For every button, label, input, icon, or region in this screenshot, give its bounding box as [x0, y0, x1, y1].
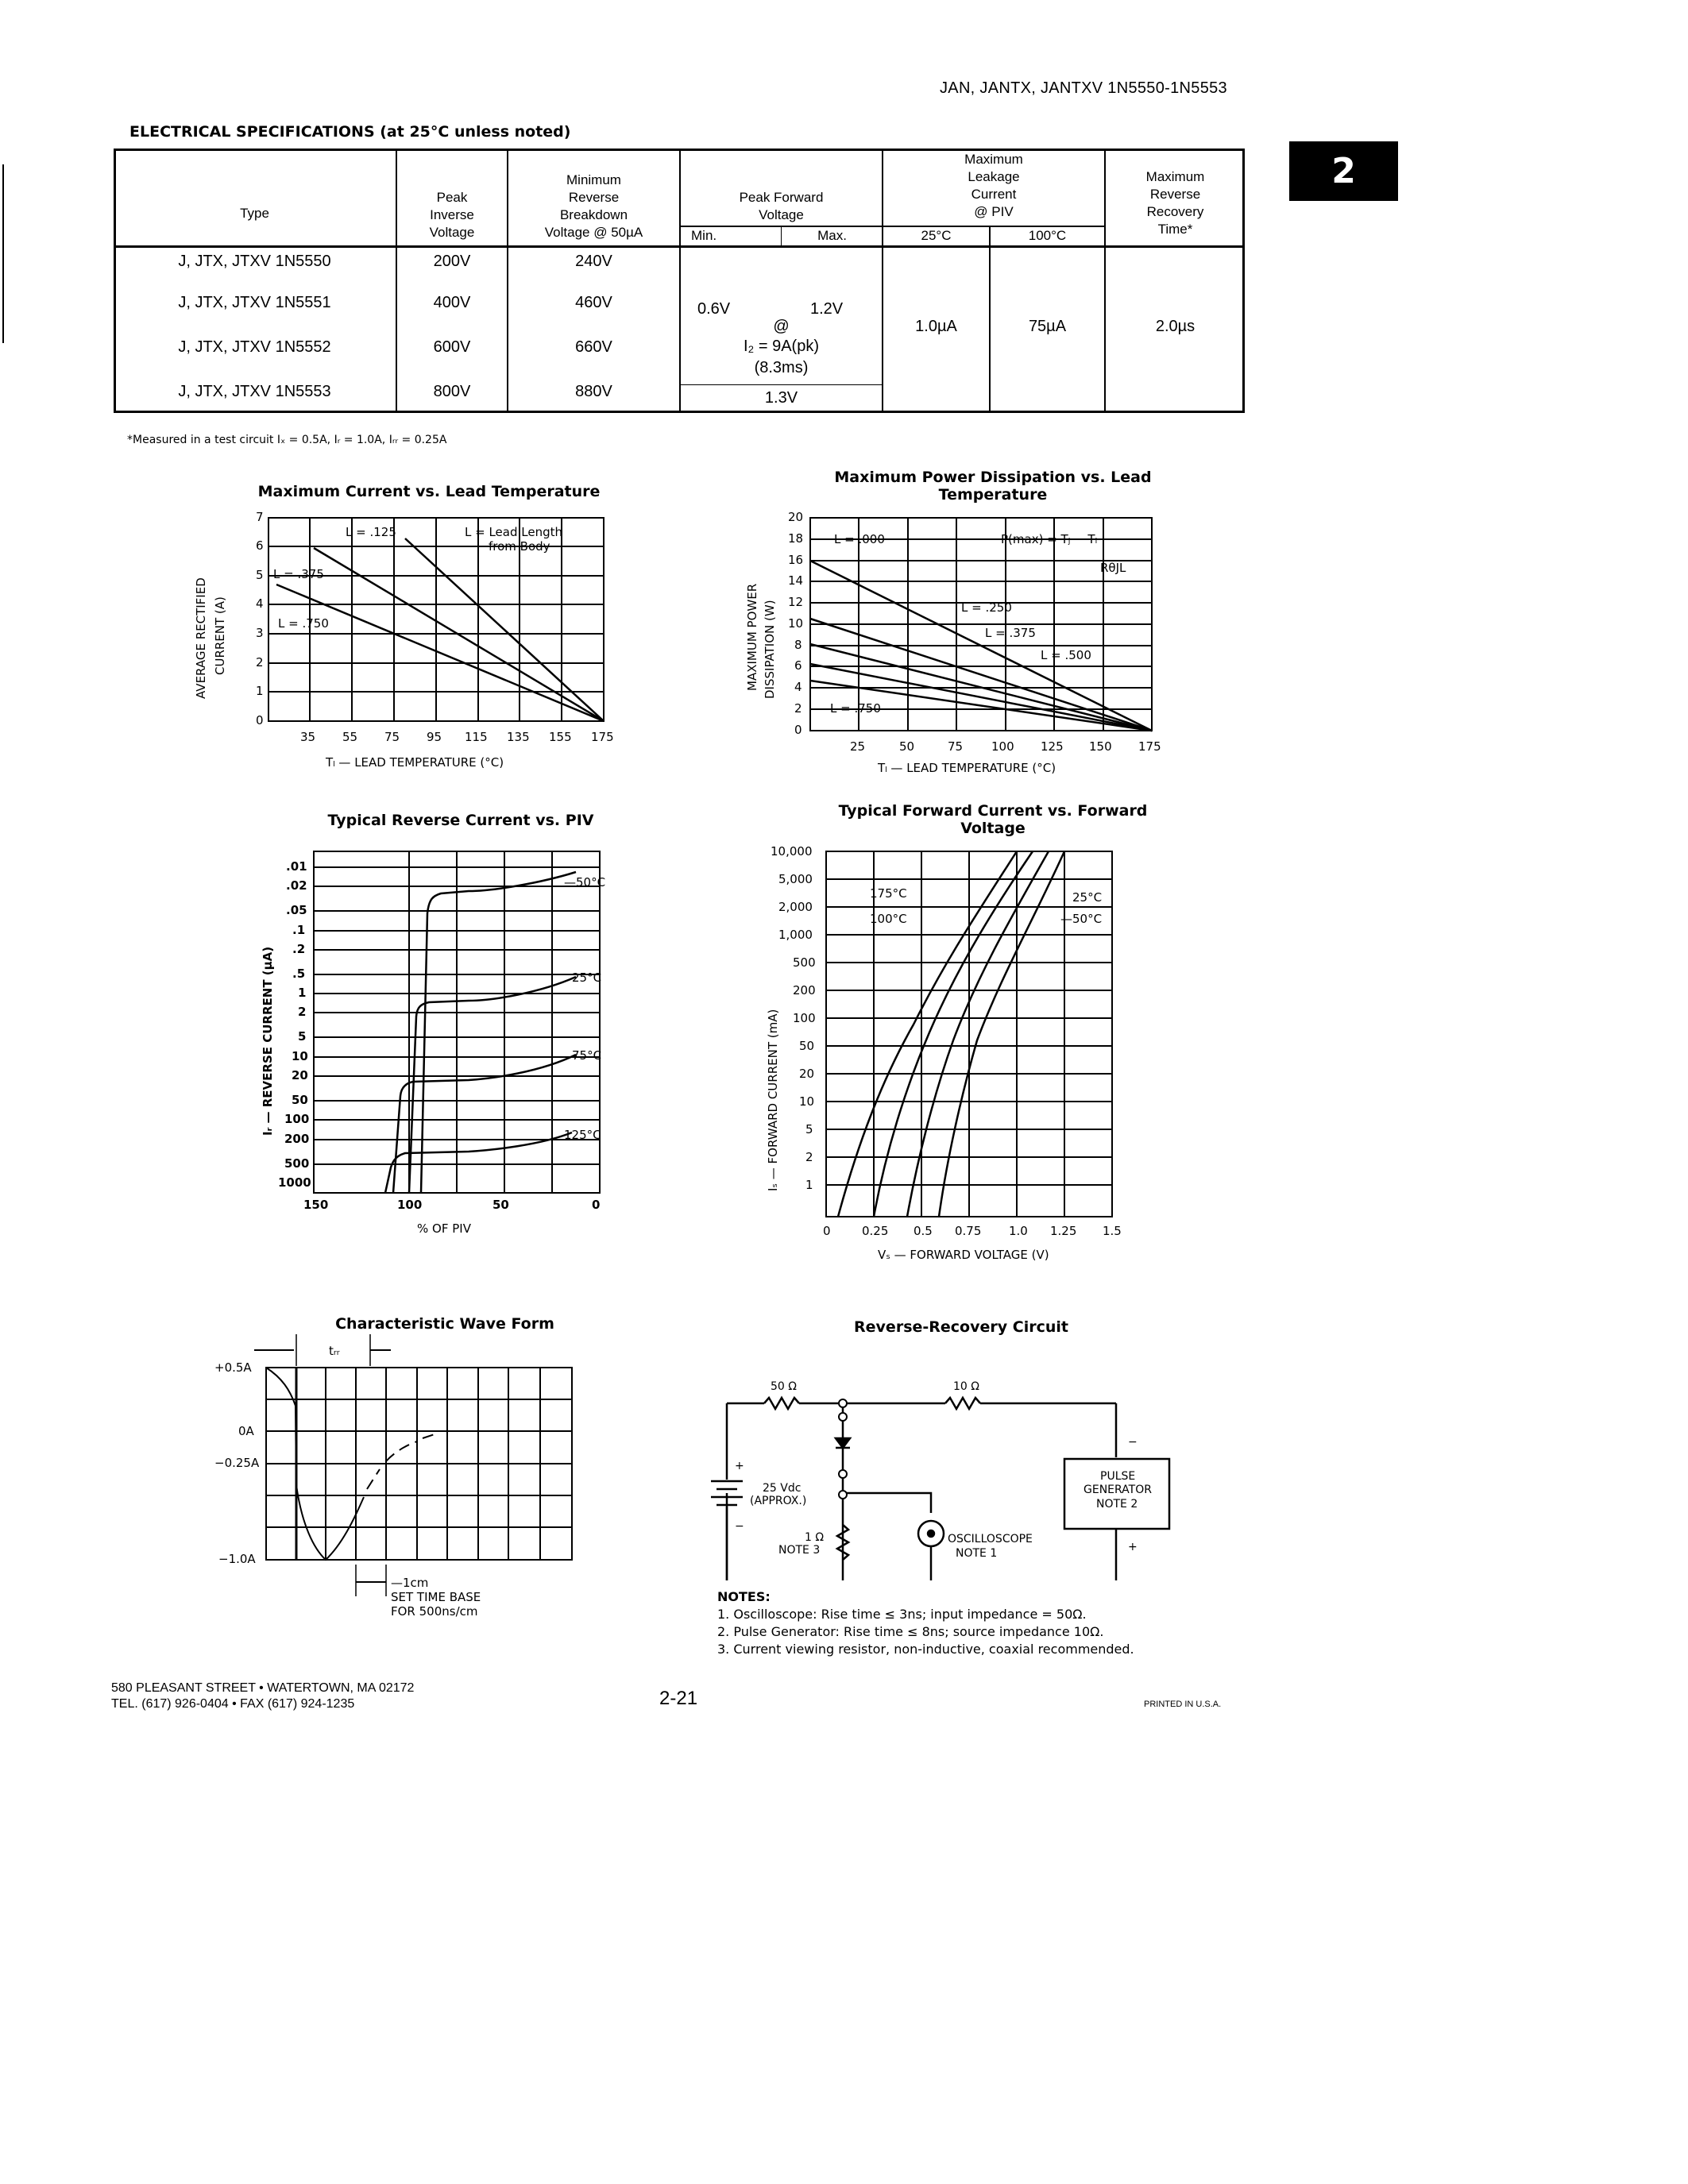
row-breakdown: 660V	[575, 338, 612, 356]
svg-text:0: 0	[794, 723, 802, 737]
svg-text:7: 7	[256, 510, 264, 524]
section-tab: 2	[1289, 141, 1398, 201]
svg-text:25: 25	[850, 739, 866, 754]
svg-text:L = Lead Length: L = Lead Length	[465, 525, 563, 539]
page-number: 2-21	[659, 1688, 698, 1709]
svg-text:75°C: 75°C	[572, 1048, 602, 1063]
svg-text:.1: .1	[292, 923, 306, 937]
svg-text:Iₛ — FORWARD CURRENT (mA): Iₛ — FORWARD CURRENT (mA)	[766, 1009, 780, 1191]
row-type: J, JTX, JTXV 1N5552	[178, 338, 331, 356]
svg-text:0: 0	[592, 1198, 601, 1212]
svg-text:0.25: 0.25	[862, 1224, 889, 1238]
svg-text:L = .375: L = .375	[985, 626, 1036, 640]
trr-value: 2.0µs	[1155, 318, 1196, 335]
svg-text:20: 20	[788, 510, 804, 524]
svg-text:Vₛ — FORWARD VOLTAGE (V): Vₛ — FORWARD VOLTAGE (V)	[878, 1248, 1049, 1262]
leak-25-value: 1.0µA	[915, 318, 957, 335]
divider	[396, 149, 397, 413]
svg-text:2: 2	[794, 701, 802, 716]
svg-text:1: 1	[298, 986, 307, 1000]
svg-text:.2: .2	[292, 942, 306, 956]
svg-text:1.0: 1.0	[1009, 1224, 1028, 1238]
col-trr: Time*	[1157, 222, 1193, 237]
svg-text:Iᵣ — REVERSE CURRENT (µA): Iᵣ — REVERSE CURRENT (µA)	[261, 946, 275, 1136]
svg-text:L = .375: L = .375	[273, 567, 324, 581]
svg-text:175: 175	[1138, 739, 1161, 754]
row-breakdown: 460V	[575, 294, 612, 311]
col-piv: Inverse	[430, 207, 474, 222]
svg-text:2: 2	[298, 1005, 307, 1019]
svg-text:75: 75	[384, 730, 400, 744]
svg-text:.5: .5	[292, 967, 306, 981]
vf-min: 0.6V	[697, 300, 731, 318]
svg-text:75: 75	[948, 739, 964, 754]
svg-text:50: 50	[799, 1039, 815, 1053]
svg-text:PULSE: PULSE	[1100, 1470, 1136, 1483]
vf-duration: (8.3ms)	[754, 359, 809, 376]
svg-text:—50°C: —50°C	[564, 875, 606, 889]
svg-text:100: 100	[793, 1011, 816, 1025]
svg-text:% OF PIV: % OF PIV	[417, 1221, 471, 1236]
row-type: J, JTX, JTXV 1N5550	[178, 253, 331, 270]
svg-text:500: 500	[284, 1156, 310, 1171]
svg-text:.02: .02	[286, 878, 307, 893]
chart-max-power	[739, 508, 1184, 778]
svg-text:150: 150	[1089, 739, 1112, 754]
svg-text:NOTE 2: NOTE 2	[1096, 1498, 1138, 1511]
svg-text:10,000: 10,000	[771, 844, 813, 859]
svg-text:0.5: 0.5	[914, 1224, 933, 1238]
svg-text:35: 35	[300, 730, 316, 744]
row-breakdown: 880V	[575, 383, 612, 400]
svg-text:3: 3	[256, 626, 264, 640]
circuit-title: Reverse-Recovery Circuit	[854, 1318, 1068, 1336]
svg-text:10: 10	[799, 1094, 815, 1109]
svg-text:12: 12	[788, 595, 804, 609]
svg-text:6: 6	[794, 658, 802, 673]
col-piv: Peak	[436, 190, 468, 205]
svg-text:1000: 1000	[278, 1175, 311, 1190]
svg-text:P(max) = Tⱼ − Tₗ: P(max) = Tⱼ − Tₗ	[1001, 532, 1098, 546]
svg-text:1,000: 1,000	[778, 928, 813, 942]
svg-text:OSCILLOSCOPE: OSCILLOSCOPE	[948, 1533, 1033, 1545]
svg-text:RθJL: RθJL	[1100, 561, 1126, 575]
chart-title: Typical Reverse Current vs. PIV	[327, 812, 594, 829]
svg-text:25°C: 25°C	[1072, 890, 1103, 905]
svg-text:+: +	[735, 1460, 744, 1472]
divider	[781, 226, 782, 246]
svg-text:FOR 500ns/cm: FOR 500ns/cm	[391, 1604, 478, 1619]
svg-text:20: 20	[292, 1068, 308, 1082]
svg-text:SET TIME BASE: SET TIME BASE	[391, 1590, 481, 1604]
col-pfv: Peak Forward	[739, 190, 824, 205]
svg-text:16: 16	[788, 553, 804, 567]
row-piv: 600V	[433, 338, 471, 356]
svg-text:175°C: 175°C	[870, 886, 907, 901]
row-piv: 200V	[433, 253, 471, 270]
chart-reverse-current	[254, 834, 620, 1263]
svg-text:1.5: 1.5	[1103, 1224, 1122, 1238]
col-breakdown: Minimum	[566, 172, 621, 187]
svg-text:2: 2	[805, 1150, 813, 1164]
svg-text:5,000: 5,000	[778, 872, 813, 886]
col-leakage: @ PIV	[974, 204, 1014, 219]
col-breakdown: Voltage @ 50µA	[544, 225, 643, 240]
note-item: 3. Current viewing resistor, non-inductive, coaxial recommended.	[717, 1642, 1134, 1657]
svg-text:−: −	[1128, 1436, 1138, 1449]
svg-text:2,000: 2,000	[778, 900, 813, 914]
col-leak-100: 100°C	[1028, 228, 1067, 243]
svg-text:Tₗ — LEAD TEMPERATURE (°C): Tₗ — LEAD TEMPERATURE (°C)	[326, 755, 504, 770]
vf-max-1n5553: 1.3V	[764, 389, 798, 407]
note-item: 2. Pulse Generator: Rise time ≤ 8ns; source impedance 10Ω.	[717, 1624, 1104, 1639]
svg-text:—50°C: —50°C	[1060, 912, 1103, 926]
svg-text:MAXIMUM POWER: MAXIMUM POWER	[745, 583, 759, 691]
chart-title: Maximum Power Dissipation vs. Lead Temperature	[834, 469, 1152, 504]
margin-mark	[2, 164, 4, 343]
svg-text:5: 5	[298, 1029, 307, 1044]
notes-heading: NOTES:	[717, 1589, 771, 1604]
footer-phone: TEL. (617) 926-0404 • FAX (617) 924-1235	[111, 1697, 355, 1711]
footer-address: 580 PLEASANT STREET • WATERTOWN, MA 02172	[111, 1681, 415, 1695]
svg-text:CURRENT (A): CURRENT (A)	[213, 596, 227, 675]
svg-text:L = .250: L = .250	[961, 600, 1012, 615]
svg-text:Tₗ — LEAD TEMPERATURE (°C): Tₗ — LEAD TEMPERATURE (°C)	[878, 761, 1056, 775]
row-piv: 400V	[433, 294, 471, 311]
svg-text:AVERAGE RECTIFIED: AVERAGE RECTIFIED	[194, 577, 208, 699]
svg-text:−0.25A: −0.25A	[214, 1456, 260, 1470]
row-breakdown: 240V	[575, 253, 612, 270]
col-leak-25: 25°C	[921, 228, 952, 243]
notes	[717, 1588, 1134, 1658]
svg-text:1: 1	[805, 1178, 813, 1192]
running-title: JAN, JANTX, JANTXV 1N5550-1N5553	[940, 79, 1227, 97]
svg-text:500: 500	[793, 955, 816, 970]
svg-text:100: 100	[991, 739, 1014, 754]
svg-text:—1cm: —1cm	[391, 1576, 429, 1590]
col-pfv-min: Min.	[691, 228, 717, 243]
svg-text:from Body: from Body	[489, 539, 550, 554]
svg-text:6: 6	[256, 538, 264, 553]
svg-text:(APPROX.): (APPROX.)	[750, 1495, 807, 1507]
vf-max: 1.2V	[810, 300, 844, 318]
svg-text:.01: .01	[286, 859, 307, 874]
svg-text:2: 2	[256, 655, 264, 669]
svg-text:115: 115	[465, 730, 488, 744]
leak-100-value: 75µA	[1028, 318, 1067, 335]
col-pfv: Voltage	[759, 207, 804, 222]
col-trr: Reverse	[1149, 187, 1201, 202]
chart-title: Maximum Current vs. Lead Temperature	[257, 483, 601, 500]
svg-text:0: 0	[256, 713, 264, 727]
svg-text:0.75: 0.75	[955, 1224, 982, 1238]
col-trr: Maximum	[1145, 169, 1205, 184]
svg-text:4: 4	[256, 596, 264, 611]
col-breakdown: Reverse	[568, 190, 620, 205]
svg-text:95: 95	[427, 730, 442, 744]
svg-text:5: 5	[805, 1122, 813, 1136]
svg-text:L = .500: L = .500	[1041, 648, 1091, 662]
svg-text:50 Ω: 50 Ω	[771, 1380, 797, 1393]
svg-text:DISSIPATION (W): DISSIPATION (W)	[763, 600, 777, 699]
svg-text:200: 200	[284, 1132, 310, 1146]
svg-text:100: 100	[284, 1112, 310, 1126]
svg-text:L = .125: L = .125	[346, 525, 396, 539]
col-leakage: Leakage	[968, 169, 1020, 184]
svg-text:NOTE 3: NOTE 3	[778, 1544, 821, 1557]
svg-text:5: 5	[256, 568, 264, 582]
svg-text:1.25: 1.25	[1050, 1224, 1077, 1238]
vf-at: @	[773, 318, 790, 335]
svg-text:L = .750: L = .750	[278, 616, 329, 631]
svg-text:125: 125	[1041, 739, 1064, 754]
col-type: Type	[240, 206, 269, 221]
svg-text:L = .750: L = .750	[830, 701, 881, 716]
svg-text:10 Ω: 10 Ω	[953, 1380, 979, 1393]
svg-text:−1.0A: −1.0A	[218, 1552, 256, 1566]
svg-text:20: 20	[799, 1067, 815, 1081]
row-type: J, JTX, JTXV 1N5551	[178, 294, 331, 311]
svg-text:4: 4	[794, 680, 802, 694]
svg-text:50: 50	[292, 1093, 308, 1107]
svg-text:50: 50	[492, 1198, 509, 1212]
svg-text:GENERATOR: GENERATOR	[1083, 1484, 1152, 1496]
svg-text:100°C: 100°C	[870, 912, 907, 926]
note-item: 1. Oscilloscope: Rise time ≤ 3ns; input impedance = 50Ω.	[717, 1607, 1087, 1622]
col-leakage: Current	[971, 187, 1017, 202]
reverse-recovery-circuit	[699, 1334, 1207, 1580]
svg-text:0A: 0A	[238, 1424, 254, 1438]
svg-text:+: +	[1128, 1541, 1138, 1553]
svg-text:125°C: 125°C	[564, 1128, 601, 1142]
svg-text:0: 0	[823, 1224, 831, 1238]
svg-text:175: 175	[591, 730, 614, 744]
svg-text:10: 10	[292, 1049, 308, 1063]
svg-text:+0.5A: +0.5A	[214, 1360, 252, 1375]
svg-text:10: 10	[788, 616, 804, 631]
svg-text:18: 18	[788, 531, 804, 546]
chart-waveform	[183, 1334, 628, 1620]
printed-in: PRINTED IN U.S.A.	[1144, 1700, 1222, 1709]
col-trr: Recovery	[1146, 204, 1204, 219]
svg-text:1 Ω: 1 Ω	[805, 1531, 825, 1544]
divider	[681, 384, 882, 385]
header-divider	[114, 245, 1245, 248]
svg-text:100: 100	[397, 1198, 423, 1212]
col-leakage: Maximum	[964, 152, 1023, 167]
svg-text:−: −	[735, 1520, 744, 1533]
svg-text:14: 14	[788, 573, 804, 588]
specs-footnote: *Measured in a test circuit Iₓ = 0.5A, Iᵣ = 1.0A, Iᵣᵣ = 0.25A	[127, 434, 447, 446]
svg-text:NOTE 1: NOTE 1	[956, 1547, 998, 1560]
row-type: J, JTX, JTXV 1N5553	[178, 383, 331, 400]
svg-text:135: 135	[507, 730, 530, 744]
svg-text:tᵣᵣ: tᵣᵣ	[329, 1344, 340, 1358]
chart-forward-current	[739, 842, 1136, 1287]
svg-text:25°C: 25°C	[572, 970, 602, 985]
vf-condition: I₂ = 9A(pk)	[743, 338, 820, 355]
svg-text:25 Vdc: 25 Vdc	[763, 1482, 802, 1495]
svg-text:L = .000: L = .000	[834, 532, 885, 546]
svg-text:150: 150	[303, 1198, 329, 1212]
chart-title: Typical Forward Current vs. Forward Voltage	[838, 802, 1148, 837]
svg-text:1: 1	[256, 684, 264, 698]
specs-title: ELECTRICAL SPECIFICATIONS (at 25°C unless noted)	[129, 123, 571, 141]
svg-text:55: 55	[342, 730, 358, 744]
svg-text:.05: .05	[286, 903, 307, 917]
svg-text:8: 8	[794, 638, 802, 652]
chart-title: Characteristic Wave Form	[335, 1315, 554, 1333]
col-pfv-max: Max.	[817, 228, 847, 243]
svg-text:200: 200	[793, 983, 816, 997]
col-breakdown: Breakdown	[559, 207, 628, 222]
svg-text:50: 50	[899, 739, 915, 754]
col-piv: Voltage	[429, 225, 475, 240]
chart-max-current	[183, 508, 628, 778]
svg-text:155: 155	[549, 730, 572, 744]
row-piv: 800V	[433, 383, 471, 400]
